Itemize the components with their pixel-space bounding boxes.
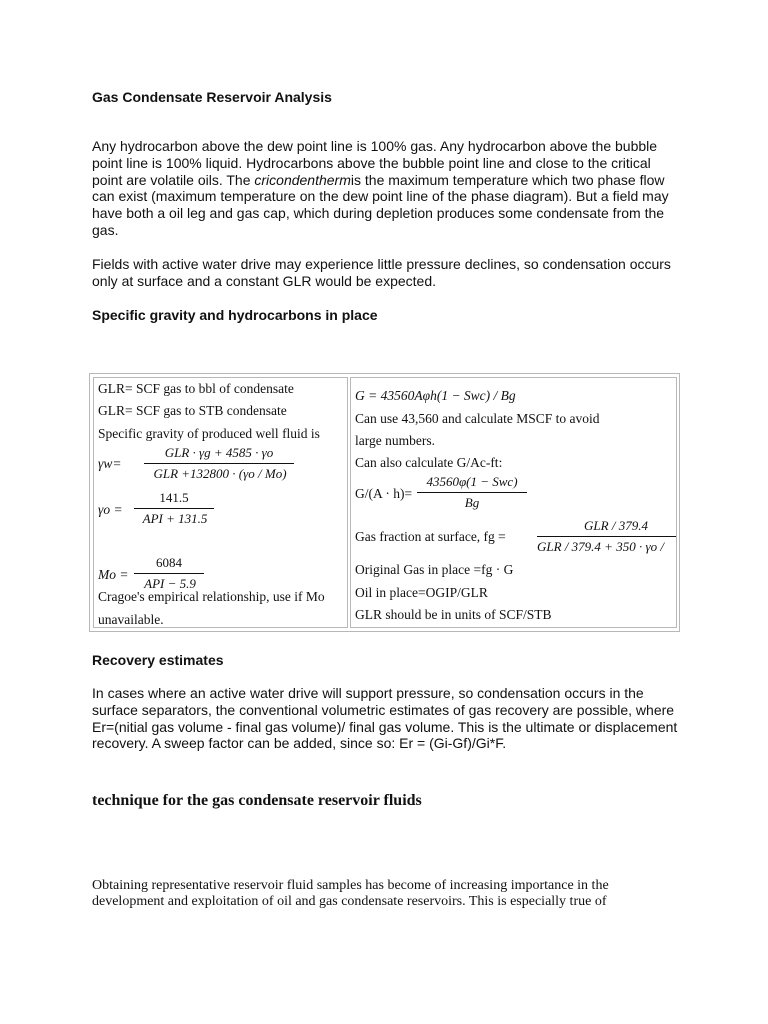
section-heading-recovery: Recovery estimates (92, 652, 224, 668)
unavailable-line: unavailable. (98, 612, 164, 627)
mo-denominator: API − 5.9 (144, 576, 196, 591)
mscf-line-2: large numbers. (355, 433, 435, 448)
section-heading-specific-gravity: Specific gravity and hydrocarbons in place (92, 307, 378, 323)
technique-paragraph: Obtaining representative reservoir fluid samples has become of increasing importance in the development and exploitation of oil and gas condensate reservoirs. This is especially true of (92, 878, 609, 909)
mo-lhs: Mo = (98, 567, 129, 582)
gamma-w-denominator: GLR +132800 · (γo / Mo) (153, 466, 287, 481)
gamma-w-lhs: γw= (98, 456, 122, 471)
intro-term-italic: cricondentherm (254, 171, 351, 188)
g-per-ah-numerator: 43560φ(1 − Swc) (426, 474, 518, 489)
formula-cell-right (350, 377, 677, 628)
mo-numerator: 6084 (156, 555, 182, 570)
mscf-line-1: Can use 43,560 and calculate MSCF to avoid (355, 411, 600, 426)
gas-fraction-lhs: Gas fraction at surface, fg = (355, 529, 506, 544)
formula-table (89, 373, 680, 632)
intro-text-b: is the maximum temperature which two phase flow can exist (maximum temperature on the dew point line of the phase diagram). But a field may have both a oil leg and gas cap, which during depletion produces some condensate from the gas. (92, 171, 669, 238)
gamma-o-numerator: 141.5 (159, 490, 189, 505)
intro-paragraph-1 (92, 138, 682, 239)
gamma-w-numerator: GLR · γg + 4585 · γo (164, 445, 274, 460)
section-heading-technique: technique for the gas condensate reservoir fluids (92, 792, 422, 809)
oil-in-place-line: Oil in place=OGIP/GLR (355, 585, 488, 600)
mo-fraction-bar (134, 573, 204, 574)
original-gas-line: Original Gas in place =fg · G (355, 562, 514, 577)
gamma-w-fraction-bar (144, 463, 294, 464)
recovery-paragraph: In cases where an active water drive will support pressure, so condensation occurs in the surface separators, the conventional volumetric estimates of gas recovery are possible, where Er=(nitial gas volume - final gas volume)/ final gas volume. This is the ultimate or displacement recovery. A sweep factor can be added, since so: Er = (Gi-Gf)/Gi*F. (92, 685, 678, 752)
gas-in-place-formula: G = 43560Aφh(1 − Swc) / Bg (355, 388, 516, 403)
gamma-o-lhs: γo = (98, 502, 123, 517)
specific-gravity-line: Specific gravity of produced well fluid is (98, 426, 320, 441)
intro-text-a: Any hydrocarbon above the dew point line is 100% gas. Any hydrocarbon above the bubble point line is 100% liquid. Hydrocarbons above the bubble point line and close to the critical point are volatile oils. The (92, 138, 658, 188)
glr-bbl-line: GLR= SCF gas to bbl of condensate (98, 381, 294, 396)
calc-g-line: Can also calculate G/Ac-ft: (355, 455, 503, 470)
gas-fraction-denominator: GLR / 379.4 + 350 · γo / (537, 539, 664, 554)
cragoe-line: Cragoe's empirical relationship, use if Mo (98, 589, 325, 604)
intro-paragraph-2: Fields with active water drive may experience little pressure declines, so condensation occurs only at surface and a constant GLR would be expected. (92, 256, 671, 289)
g-per-ah-denominator: Bg (464, 495, 480, 510)
page-title: Gas Condensate Reservoir Analysis (92, 89, 332, 105)
gamma-o-fraction-bar (134, 508, 214, 509)
formula-cell-left (93, 377, 348, 628)
gamma-o-denominator: API + 131.5 (142, 511, 208, 526)
gas-fraction-bar (537, 536, 677, 537)
g-per-ah-lhs: G/(A · h)= (355, 486, 413, 501)
g-per-ah-fraction-bar (417, 492, 527, 493)
glr-units-line: GLR should be in units of SCF/STB (355, 607, 552, 622)
gas-fraction-numerator: GLR / 379.4 (584, 518, 648, 533)
glr-stb-line: GLR= SCF gas to STB condensate (98, 403, 287, 418)
